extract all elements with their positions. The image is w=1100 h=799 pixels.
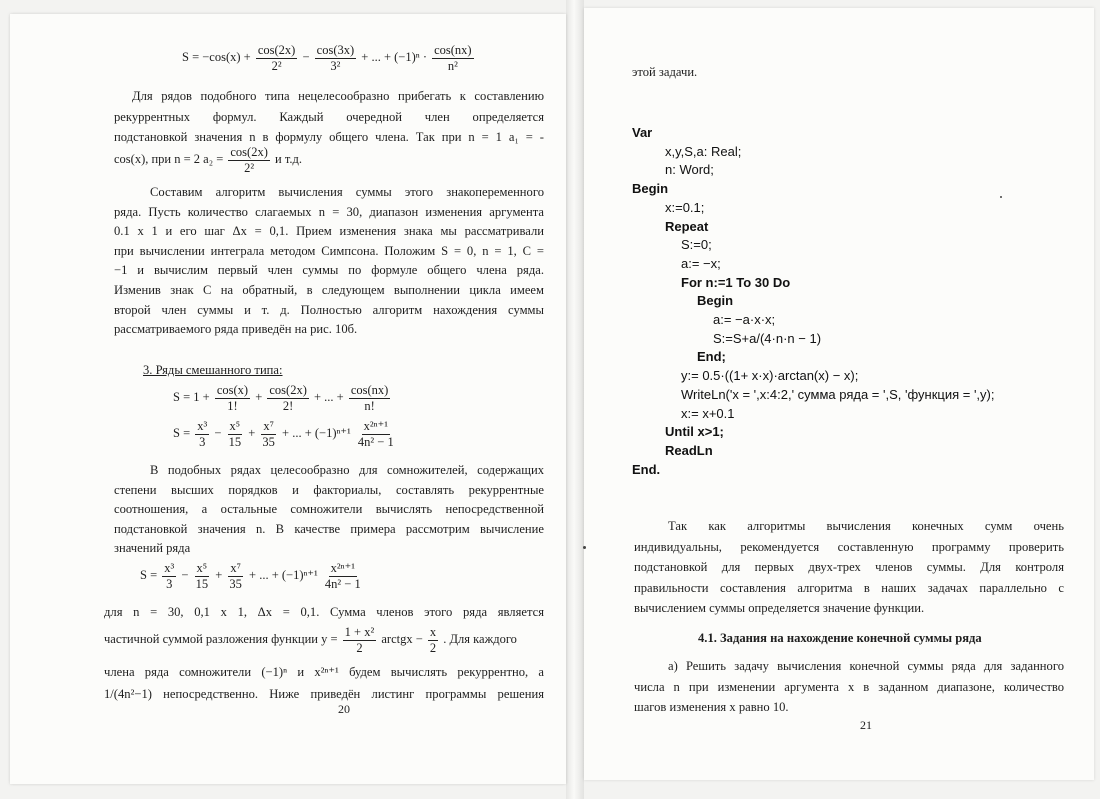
fraction: $\frac{\cos(x)}{1!}$ [216,383,249,413]
fraction: $\frac{\text{1 + x²}}{2}$ [344,625,375,655]
continuation-text: этой задачи. [632,65,698,79]
fraction: $\frac{\cos(2x)}{\text{2²}}$ [257,43,296,73]
paragraph-4-end: члена ряда сомножители (−1)ⁿ и x²ⁿ⁺¹ будем вычислять рекуррентно, а 1/(4n²−1) непосредственно. Ниже приведён листинг программы решения [104,665,544,701]
code-line: x:=0.1; [665,199,705,215]
fraction: $\frac{\text{x²ⁿ⁺¹}}{\text{4n² − 1}}$ [357,419,394,449]
fraction: $\frac{\text{x³}}{3}$ [197,419,208,449]
fraction: $\frac{\cos(3x)}{\text{3²}}$ [316,43,355,73]
code-line: Var [632,125,653,140]
code-line: For n:=1 To 30 Do [681,274,791,290]
fraction: $\frac{\cos(nx)}{\text{n²}}$ [434,43,472,73]
paragraph-1-formula: cos(x), при n = 2 a₂ = $\frac{\cos(2x)}{\text{2²}}$ и т.д. [114,145,302,175]
formula-mixed-2: S = $\frac{\text{x³}}{3}$ − $\frac{\text{x⁵}}{15}$ + $\frac{\text{x⁷}}{35}$ + ... + (−1)ⁿ⁺¹ $\frac{\text{x²ⁿ⁺¹}}{\text{4n² − 1}}$ [173,419,394,449]
code-line: Repeat [665,218,709,234]
section-4-1-title: 4.1. Задания на нахождение конечной суммы ряда [698,631,982,645]
code-line: n: Word; [665,162,714,178]
code-line: a:= −a·x·x; [713,312,776,327]
code-line: Begin [697,293,734,309]
formula-lhs: S = −cos(x) + [182,49,251,64]
fraction: $\frac{\cos(2x)}{\text{2²}}$ [230,145,268,175]
code-line: y:= 0.5·((1+ x·x)·arctan(x) − x); [681,368,859,384]
formula-s-cos: S = −cos(x) + $\frac{\cos(2x)}{\text{2²}}$ − $\frac{\cos(3x)}{\text{3²}}$ + ... + (−1)ⁿ · $\frac{\cos(nx)}{\text{n²}}$ [182,43,472,73]
code-line: End; [697,349,726,365]
paragraph-2: Составим алгоритм вычисления суммы этого знакопеременного ряда. Пусть количество слагаемых n = 30, диапазон изменения аргумента 0.1 x 1 и его шаг Δx = 0,1. Прием изменения знака мы рассматривали при вычислении интеграла методом Симпсона. Положим S = 0, n = 1, C = −1 и вычислим первый член суммы по формуле общего члена ряда. Изменив знак C на обратный, в следующем выполнении цикла имеем второй член суммы и т. д. Полностью алгоритм нахождения суммы рассматриваемого ряда приведён на рис. 10б. [114,185,544,337]
right-page [584,8,1094,780]
paragraph-5: Так как алгоритмы вычисления конечных сумм очень индивидуальны, рекомендуется составленную программу проверить подстановкой для первых двух-трех членов суммы. Для контроля правильности составления алгоритма в наших задачах параллельно с вычислением суммы определяется значение функции. [634,519,1064,616]
paragraph-3: В подобных рядах целесообразно для сомножителей, содержащих степени высших порядков и факториалы, составлять рекуррентные соотношения, а остальные сомножители вычислять непосредственной подстановкой значения n. В качестве примера рассмотрим вычисление значений ряда [114,463,544,556]
code-line: S:=0; [681,237,712,253]
code-line: x:= x+0.1 [681,405,735,421]
left-page [10,14,566,784]
formula-mixed-1: S = 1 + $\frac{\cos(x)}{1!}$ + $\frac{\cos(2x)}{2!}$ + ... + $\frac{\cos(nx)}{n!}$ [173,383,389,413]
page-number: 21 [860,718,872,732]
code-line: S:=S+a/(4·n·n − 1) [713,330,822,346]
fraction: $\frac{\text{x³}}{3}$ [164,561,175,591]
code-line: x,y,S,a: Real; [665,143,742,159]
fraction: $\frac{\text{x⁷}}{35}$ [229,561,242,591]
paragraph-6: а) Решить задачу вычисления конечной суммы ряда для заданного числа n при изменении аргумента x в заданном диапазоне, количество шагов изменения x равно 10. [634,659,1064,715]
paragraph-4-formula: частичной суммой разложения функции y = $\frac{\text{1 + x²}}{2}$ arctgx − $\frac{x}{2}$ . Для каждого [104,625,517,655]
scan-speck [583,546,586,549]
page-number: 20 [338,702,350,716]
fraction: $\frac{\cos(2x)}{2!}$ [269,383,307,413]
formula-series: S = $\frac{\text{x³}}{3}$ − $\frac{\text{x⁵}}{15}$ + $\frac{\text{x⁷}}{35}$ + ... + (−1)ⁿ⁺¹ $\frac{\text{x²ⁿ⁺¹}}{\text{4n² − 1}}$ [140,561,361,591]
fraction: $\frac{x}{2}$ [429,625,437,655]
paragraph-1: Для рядов подобного типа нецелесообразно прибегать к составлению рекуррентных формул. Каждый очередной член определяется подстановкой значения n в формулу общего члена. Так при n = 1 a₁ = - [114,89,544,145]
scan-speck [1000,196,1002,198]
book-spine [566,0,584,799]
fraction: $\frac{\cos(nx)}{n!}$ [350,383,389,413]
code-line: End. [632,461,661,477]
fraction: $\frac{\text{x²ⁿ⁺¹}}{\text{4n² − 1}}$ [324,561,361,591]
fraction: $\frac{\text{x⁵}}{15}$ [195,561,209,591]
fraction: $\frac{\text{x⁵}}{15}$ [228,419,242,449]
section-3-title: 3. Ряды смешанного типа: [143,363,283,377]
code-line: a:= −x; [681,255,721,271]
code-line: Until x>1; [665,424,724,440]
code-line: ReadLn [665,442,713,458]
paragraph-4: для n = 30, 0,1 x 1, Δx = 0,1. Сумма членов этого ряда является [104,605,544,619]
code-line: Begin [632,181,669,197]
fraction: $\frac{\text{x⁷}}{35}$ [262,419,275,449]
code-line: WriteLn('x = ',x:4:2,' сумма ряда = ',S, 'функция = ',y); [681,386,995,402]
